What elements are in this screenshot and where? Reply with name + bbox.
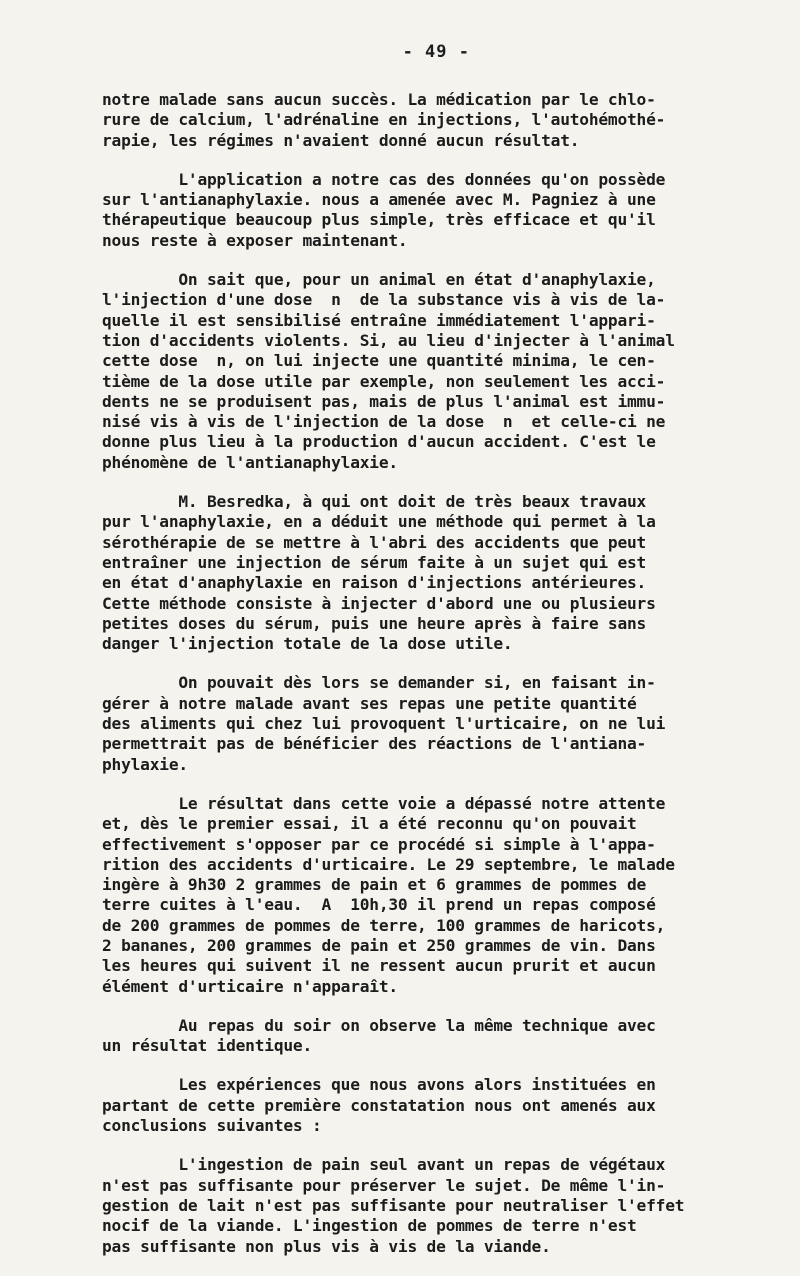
text-line: sur l'antianaphylaxie. nous a amenée avec M. Pagniez à une xyxy=(102,190,656,210)
paragraph xyxy=(102,1075,762,1136)
body-text xyxy=(102,90,762,1276)
text-line: thérapeutique beaucoup plus simple, très efficace et qu'il xyxy=(102,210,656,230)
text-line: donne plus lieu à la production d'aucun accident. C'est le xyxy=(102,432,656,452)
text-line: rapie, les régimes n'avaient donné aucun résultat. xyxy=(102,130,580,150)
text-line: sérothérapie de se mettre à l'abri des accidents que peut xyxy=(102,532,647,552)
text-line: danger l'injection totale de la dose utile. xyxy=(102,634,513,654)
text-line: L'ingestion de pain seul avant un repas de végétaux xyxy=(102,1155,666,1175)
text-line: cette dose n, on lui injecte une quantité minima, le cen- xyxy=(102,351,656,371)
text-line: dents ne se produisent pas, mais de plus l'animal est immu- xyxy=(102,391,666,411)
text-line: rition des accidents d'urticaire. Le 29 septembre, le malade xyxy=(102,854,675,874)
text-line: Cette méthode consiste à injecter d'abord une ou plusieurs xyxy=(102,593,656,613)
text-line: quelle il est sensibilisé entraîne immédiatement l'appari- xyxy=(102,310,656,330)
text-line: et, dès le premier essai, il a été reconnu qu'on pouvait xyxy=(102,814,637,834)
text-line: rure de calcium, l'adrénaline en injections, l'autohémothé- xyxy=(102,110,666,130)
text-line: petites doses du sérum, puis une heure après à faire sans xyxy=(102,613,647,633)
text-line: n'est pas suffisante pour préserver le sujet. De même l'in- xyxy=(102,1175,666,1195)
paragraph xyxy=(102,170,762,251)
text-line: effectivement s'opposer par ce procédé si simple à l'appa- xyxy=(102,834,656,854)
paragraph xyxy=(102,270,762,473)
paragraph xyxy=(102,1016,762,1057)
text-line: Au repas du soir on observe la même technique avec xyxy=(102,1015,656,1035)
text-line: des aliments qui chez lui provoquent l'urticaire, on ne lui xyxy=(102,714,666,734)
text-line: en état d'anaphylaxie en raison d'injections antérieures. xyxy=(102,573,647,593)
text-line: entraîner une injection de sérum faite à un sujet qui est xyxy=(102,552,647,572)
text-line: ingère à 9h30 2 grammes de pain et 6 grammes de pommes de xyxy=(102,875,647,895)
paragraph xyxy=(102,794,762,997)
text-line: pas suffisante non plus vis à vis de la viande. xyxy=(102,1236,551,1256)
text-line: permettrait pas de bénéficier des réactions de l'antiana- xyxy=(102,734,647,754)
text-line: tion d'accidents violents. Si, au lieu d'injecter à l'animal xyxy=(102,330,675,350)
text-line: gérer à notre malade avant ses repas une petite quantité xyxy=(102,693,637,713)
text-line: partant de cette première constatation nous ont amenés aux xyxy=(102,1095,656,1115)
text-line: M. Besredka, à qui ont doit de très beaux travaux xyxy=(102,492,647,512)
text-line: l'injection d'une dose n de la substance vis à vis de la- xyxy=(102,290,666,310)
paragraph xyxy=(102,673,762,774)
text-line: phylaxie. xyxy=(102,754,188,774)
text-line: nocif de la viande. L'ingestion de pommes de terre n'est xyxy=(102,1216,637,1236)
text-line: pur l'anaphylaxie, en a déduit une méthode qui permet à la xyxy=(102,512,656,532)
text-line: notre malade sans aucun succès. La médication par le chlo- xyxy=(102,90,656,109)
text-line: conclusions suivantes : xyxy=(102,1116,322,1136)
text-line: de 200 grammes de pommes de terre, 100 grammes de haricots, xyxy=(102,915,666,935)
text-line: On pouvait dès lors se demander si, en faisant in- xyxy=(102,673,656,693)
text-line: Le résultat dans cette voie a dépassé notre attente xyxy=(102,793,666,813)
page-number: - 49 - xyxy=(402,42,470,62)
text-line: élément d'urticaire n'apparaît. xyxy=(102,976,398,996)
text-line: L'application a notre cas des données qu'on possède xyxy=(102,169,666,189)
paragraph xyxy=(102,492,762,654)
text-line: nous reste à exposer maintenant. xyxy=(102,230,408,250)
text-line: On sait que, pour un animal en état d'anaphylaxie, xyxy=(102,270,656,290)
text-line: tième de la dose utile par exemple, non seulement les acci- xyxy=(102,371,666,391)
text-line: un résultat identique. xyxy=(102,1036,313,1056)
text-line: gestion de lait n'est pas suffisante pour neutraliser l'effet xyxy=(102,1195,685,1215)
text-line: terre cuites à l'eau. A 10h,30 il prend un repas composé xyxy=(102,895,656,915)
text-line: phénomène de l'antianaphylaxie. xyxy=(102,452,398,472)
text-line: 2 bananes, 200 grammes de pain et 250 grammes de vin. Dans xyxy=(102,935,656,955)
text-line: les heures qui suivent il ne ressent aucun prurit et aucun xyxy=(102,956,656,976)
text-line: Les expériences que nous avons alors instituées en xyxy=(102,1075,656,1095)
text-line: nisé vis à vis de l'injection de la dose n et celle-ci ne xyxy=(102,412,666,432)
paragraph xyxy=(102,1155,762,1256)
paragraph xyxy=(102,90,762,151)
